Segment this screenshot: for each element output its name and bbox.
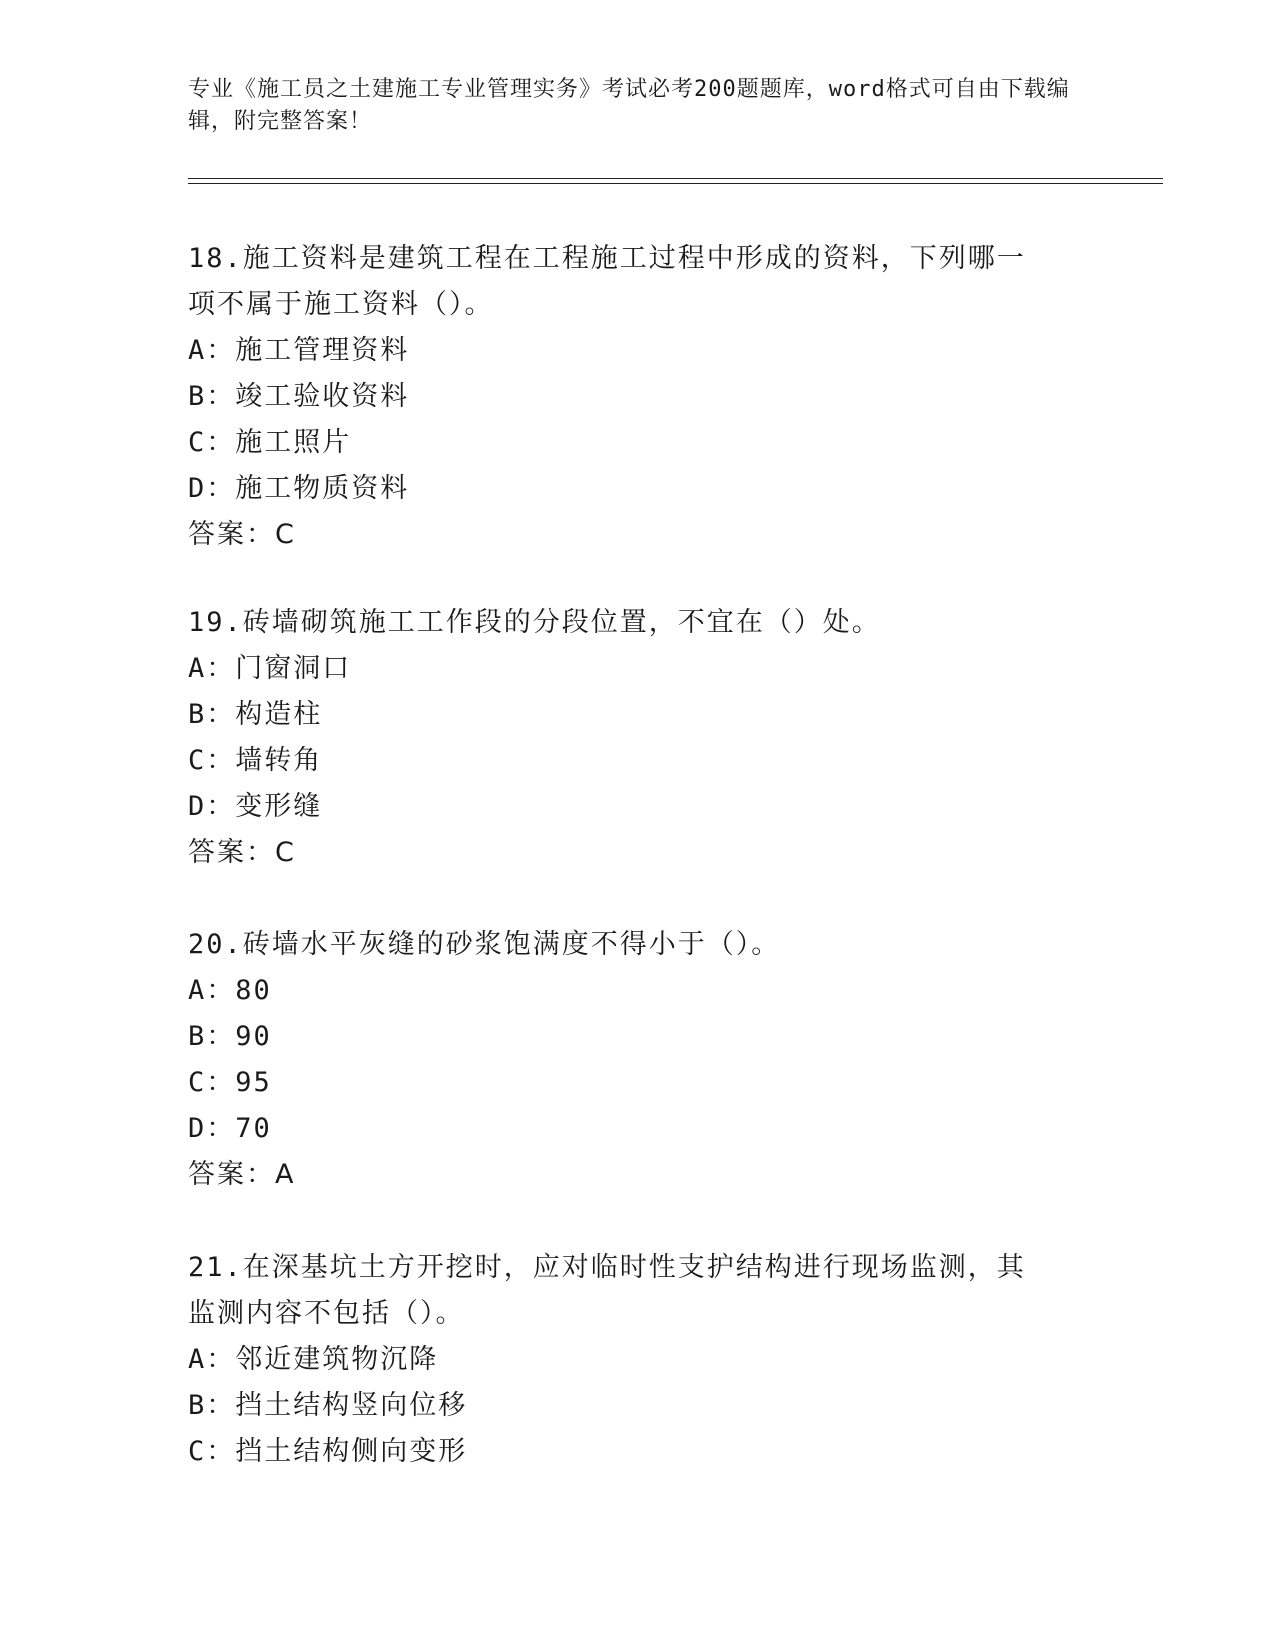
option-b: B：构造柱: [188, 699, 323, 730]
question-stem: 19.砖墙砌筑施工工作段的分段位置，不宜在（）处。: [188, 607, 881, 638]
header-rule-bottom: [188, 183, 1163, 184]
answer: 答案：C: [188, 837, 296, 868]
option-b: B：竣工验收资料: [188, 381, 410, 412]
option-c: C：95: [188, 1067, 272, 1098]
option-b: B：挡土结构竖向位移: [188, 1390, 468, 1421]
option-c: C：施工照片: [188, 427, 352, 458]
question-19: [188, 600, 1088, 876]
option-d: D：施工物质资料: [188, 473, 410, 504]
option-d: D：70: [188, 1113, 272, 1144]
question-21: [188, 1245, 1088, 1475]
header-rule-top: [188, 178, 1163, 179]
question-stem: 21.在深基坑土方开挖时，应对临时性支护结构进行现场监测，其监测内容不包括（）。: [188, 1252, 1026, 1329]
document-header: 专业《施工员之土建施工专业管理实务》考试必考200题题库，word格式可自由下载编辑，附完整答案！: [188, 77, 1070, 134]
option-b: B：90: [188, 1021, 272, 1052]
answer: 答案：A: [188, 1159, 296, 1190]
option-c: C：挡土结构侧向变形: [188, 1436, 468, 1467]
answer: 答案：C: [188, 519, 296, 550]
question-stem: 20.砖墙水平灰缝的砂浆饱满度不得小于（）。: [188, 929, 781, 960]
question-stem: 18.施工资料是建筑工程在工程施工过程中形成的资料，下列哪一项不属于施工资料（）。: [188, 243, 1026, 320]
option-d: D：变形缝: [188, 791, 323, 822]
option-a: A：施工管理资料: [188, 335, 410, 366]
option-a: A：门窗洞口: [188, 653, 352, 684]
question-18: [188, 236, 1088, 558]
option-a: A：邻近建筑物沉降: [188, 1344, 439, 1375]
option-c: C：墙转角: [188, 745, 323, 776]
option-a: A：80: [188, 975, 272, 1006]
question-20: [188, 922, 1088, 1198]
